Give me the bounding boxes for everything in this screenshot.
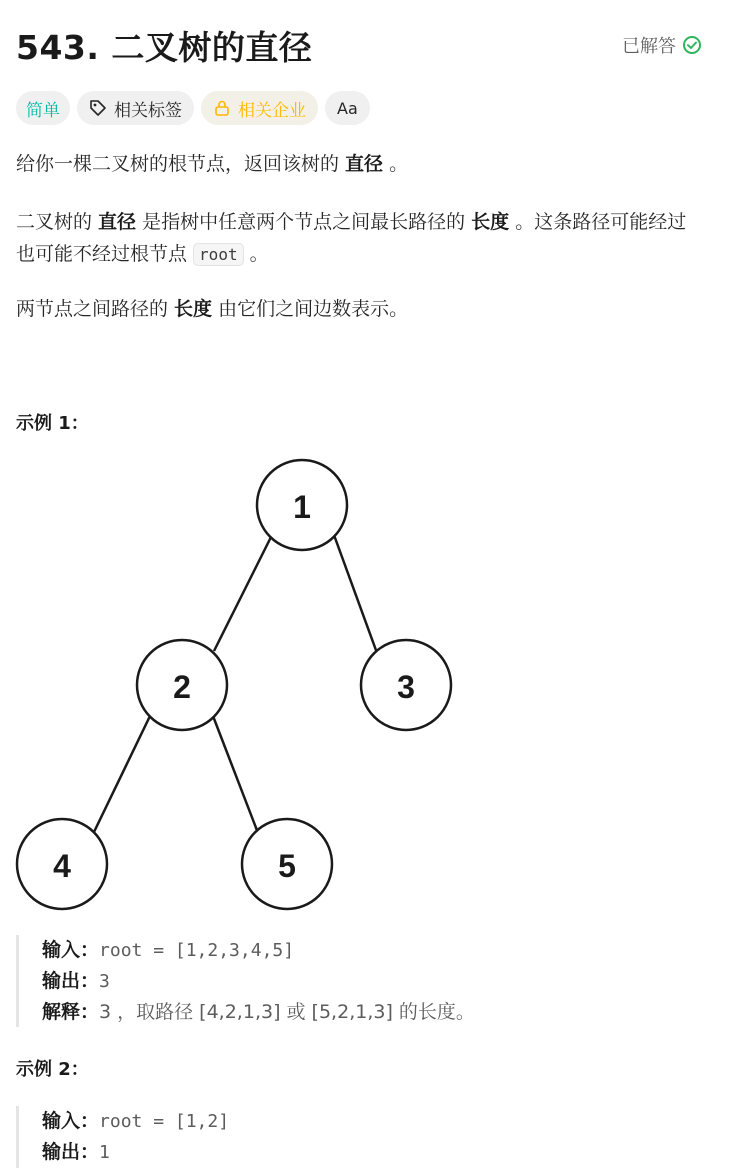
example-1-explain-value: 3 ，取路径 [4,2,1,3] 或 [5,2,1,3] 的长度。 — [99, 1001, 475, 1023]
tag-icon — [89, 99, 107, 117]
tree-node-5-label: 5 — [278, 848, 296, 884]
tree-node-4-label: 4 — [53, 848, 71, 884]
desc2-text-f: 。 — [243, 243, 269, 265]
example-2-input-label: 输入： — [42, 1110, 100, 1132]
example-2-output-line — [42, 1137, 229, 1168]
desc3-bold: 长度 — [174, 298, 213, 320]
desc2-text-e: 。这条路径可能经过也可能不经过根节点 — [16, 211, 687, 265]
example-1-tree-image — [0, 440, 480, 920]
problem-title: 543. 二叉树的直径 — [16, 28, 313, 67]
example-1-output-value: 3 — [99, 971, 110, 992]
problem-header — [16, 20, 702, 70]
translate-button[interactable] — [325, 91, 370, 125]
example-1-explain-line — [42, 997, 475, 1027]
desc2-bold-length: 长度 — [471, 211, 510, 233]
example-1-input-value: root = [1,2,3,4,5] — [99, 940, 295, 961]
desc1-text-a: 给你一棵二叉树的根节点，返回该树的 — [16, 153, 346, 175]
related-company-button[interactable] — [201, 91, 318, 125]
desc2-bold-diameter: 直径 — [98, 211, 137, 233]
check-circle-icon — [682, 35, 702, 55]
desc2-text-a: 二叉树的 — [16, 211, 99, 233]
related-tags-button[interactable] — [77, 91, 194, 125]
example-1-output-line — [42, 966, 475, 997]
edge-1-2 — [214, 535, 272, 651]
difficulty-badge: 简单 — [16, 91, 70, 125]
description-para-3 — [16, 293, 696, 325]
desc3-text-a: 两节点之间路径的 — [16, 298, 175, 320]
example-2-output-value: 1 — [99, 1142, 110, 1163]
problem-tags — [16, 91, 370, 125]
translate-icon: Aa — [337, 98, 358, 118]
lock-icon — [213, 99, 231, 117]
tree-node-1-label: 1 — [293, 489, 311, 525]
example-1-block — [16, 935, 475, 1027]
desc1-bold: 直径 — [345, 153, 384, 175]
solved-status[interactable] — [622, 32, 702, 58]
related-tags-label: 相关标签 — [114, 100, 182, 121]
desc1-text-c: 。 — [383, 153, 409, 175]
edge-1-3 — [334, 535, 377, 653]
example-1-explain-label: 解释： — [42, 1001, 100, 1023]
inline-code-root: root — [193, 243, 244, 266]
edge-2-4 — [94, 716, 150, 832]
example-2-input-value: root = [1,2] — [99, 1111, 230, 1132]
example-2-input-line — [42, 1106, 229, 1137]
example-1-input-label: 输入： — [42, 939, 100, 961]
edge-2-5 — [213, 716, 258, 833]
example-1-input-line — [42, 935, 475, 966]
description-para-2 — [16, 206, 696, 271]
example-2-output-label: 输出： — [42, 1141, 100, 1163]
tree-node-3-label: 3 — [397, 669, 415, 705]
desc2-text-c: 是指树中任意两个节点之间最长路径的 — [136, 211, 472, 233]
example-1-heading: 示例 1： — [16, 413, 89, 434]
example-2-heading: 示例 2： — [16, 1059, 89, 1080]
desc3-text-c: 由它们之间边数表示。 — [212, 298, 409, 320]
solved-label: 已解答 — [622, 36, 676, 57]
example-1-output-label: 输出： — [42, 970, 100, 992]
related-company-label: 相关企业 — [238, 100, 306, 121]
description-para-1 — [16, 148, 696, 180]
example-2-block — [16, 1106, 229, 1168]
tree-node-2-label: 2 — [173, 669, 191, 705]
